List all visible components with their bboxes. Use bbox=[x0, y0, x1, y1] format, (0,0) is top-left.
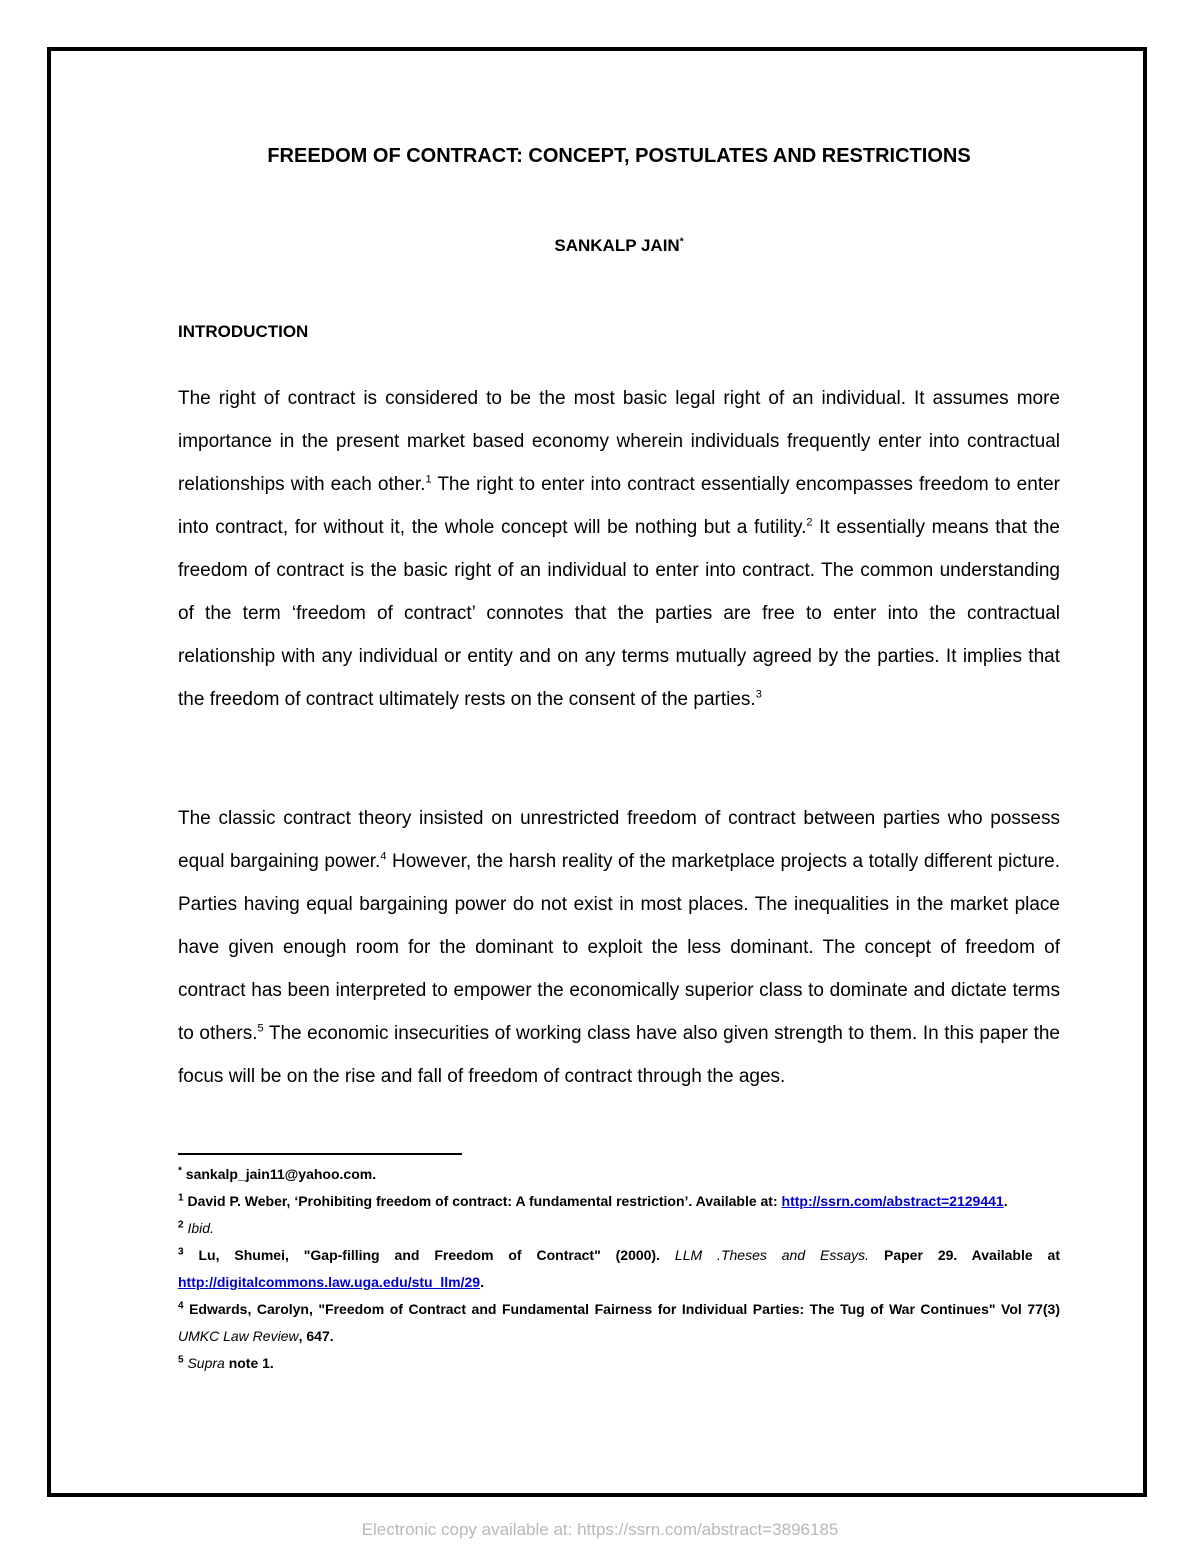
paragraph-1: The right of contract is considered to be the most basic legal right of an individual. It assumes more importance in the present market based economy wherein individuals frequently enter into contractual relationships with each other.$^1$ The right to enter into contract essentially encompasses freedom to enter into contract, for without it, the whole concept will be nothing but a futility.$^2$ It essentially means that the freedom of contract is the basic right of an individual to enter into contract. The common understanding of the term ‘freedom of contract’ connotes that the parties are free to enter into the contractual relationship with any individual or entity and on any terms mutually agreed by the parties. It implies that the freedom of contract ultimately rests on the consent of the parties.$^3$ bbox=[178, 388, 1060, 710]
section-heading-introduction: INTRODUCTION bbox=[178, 322, 309, 341]
footnote-1: $^1$ David P. Weber, ‘Prohibiting freedom of contract: A fundamental restriction’. Available at: http://ssrn.com/abstract=2129441. bbox=[178, 1192, 1008, 1209]
footnote-3-link[interactable]: http://digitalcommons.law.uga.edu/stu_llm/29 bbox=[178, 1274, 481, 1290]
paper-title: FREEDOM OF CONTRACT: CONCEPT, POSTULATES AND RESTRICTIONS bbox=[267, 145, 971, 167]
author-footnote-mark: * bbox=[679, 236, 684, 248]
footnote-3: $^3$ Lu, Shumei, "Gap-filling and Freedom of Contract" (2000). LLM .Theses and Essays. Paper 29. Available at http://digitalcommons.law.uga.edu/stu_llm/29. bbox=[178, 1246, 1061, 1290]
footnote-ref-2[interactable]: 2 bbox=[806, 516, 813, 529]
footnote-ref-1[interactable]: 1 bbox=[425, 473, 432, 486]
footnote-separator bbox=[178, 1153, 462, 1155]
footnote-1-link[interactable]: http://ssrn.com/abstract=2129441 bbox=[781, 1193, 1004, 1209]
footnote-author: * sankalp_jain11@yahoo.com. bbox=[178, 1165, 377, 1182]
footnote-4: $^4$ Edwards, Carolyn, "Freedom of Contract and Fundamental Fairness for Individual Parties: The Tug of War Continues" Vol 77(3) UMKC Law Review, 647. bbox=[178, 1300, 1060, 1344]
footnotes bbox=[178, 1161, 1060, 1377]
footnote-2: $^2$ Ibid. bbox=[178, 1219, 214, 1236]
footnote-ref-5[interactable]: 5 bbox=[257, 1022, 264, 1035]
footnote-ref-4[interactable]: 4 bbox=[380, 850, 387, 863]
author-name: SANKALP JAIN* bbox=[554, 236, 684, 255]
ssrn-watermark: Electronic copy available at: https://ssrn.com/abstract=3896185 bbox=[361, 1520, 839, 1539]
paragraph-2: The classic contract theory insisted on unrestricted freedom of contract between parties who possess equal bargaining power.$^4$ However, the harsh reality of the marketplace projects a totally different picture. Parties having equal bargaining power do not exist in most places. The inequalities in the market place have given enough room for the dominant to exploit the less dominant. The concept of freedom of contract has been interpreted to empower the economically superior class to dominate and dictate terms to others.$^5$ The economic insecurities of working class have also given strength to them. In this paper the focus will be on the rise and fall of freedom of contract through the ages. bbox=[178, 808, 1061, 1087]
footnote-5: $^5$ Supra note 1. bbox=[178, 1354, 274, 1371]
footnote-ref-3[interactable]: 3 bbox=[755, 688, 762, 701]
